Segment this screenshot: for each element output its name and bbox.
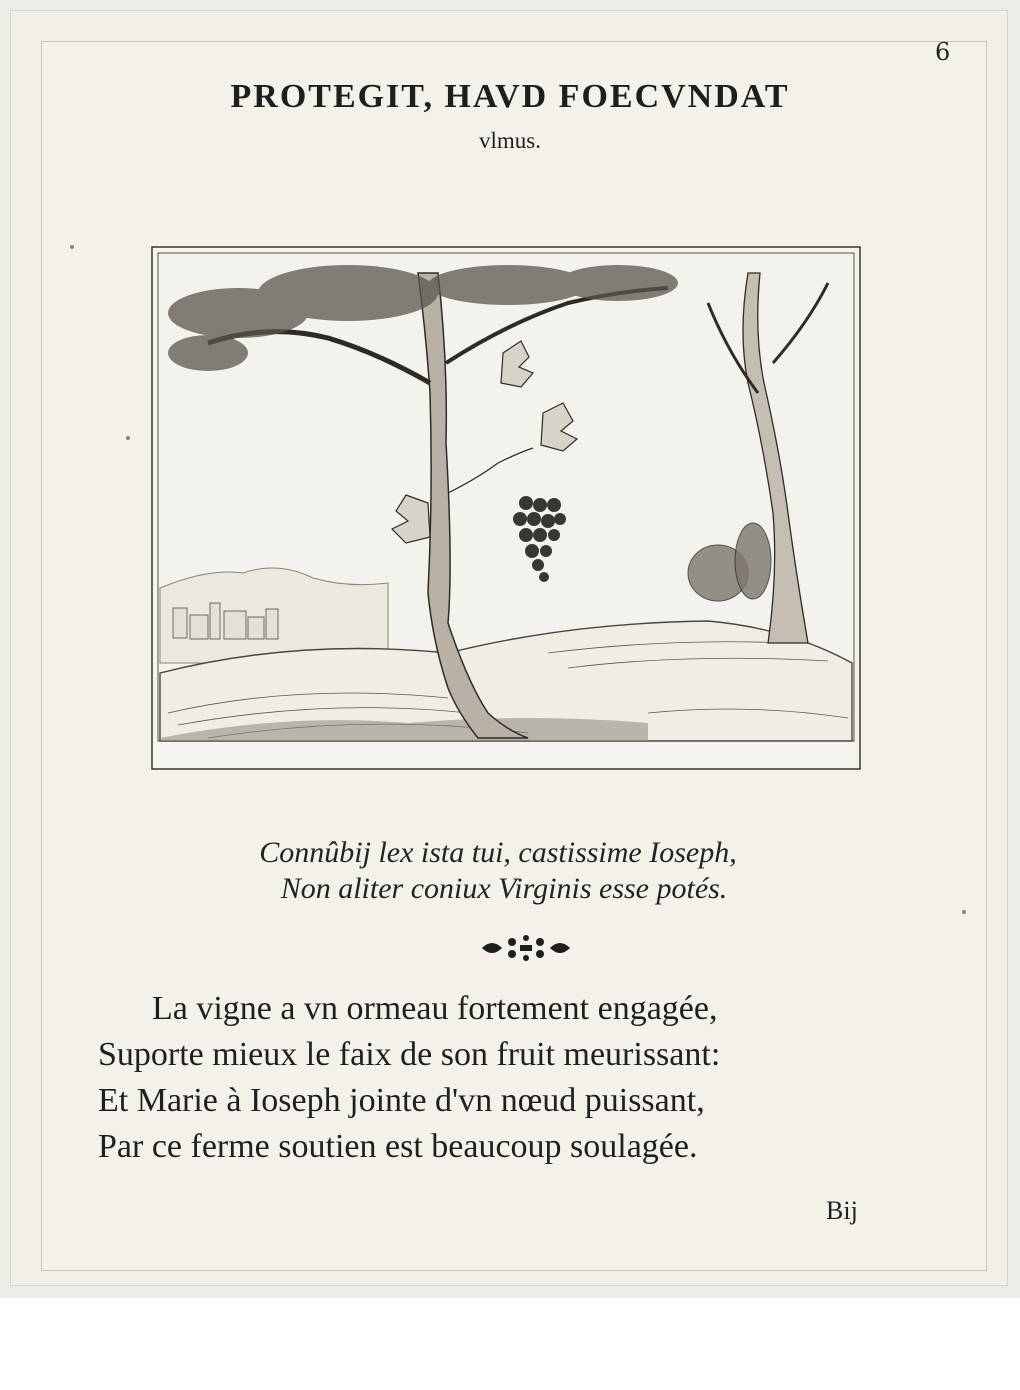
- french-verse-line-1: La vigne a vn ormeau fortement engagée,: [152, 990, 718, 1027]
- latin-verse-line-1: Connûbij lex ista tui, castissime Ioseph,: [259, 836, 737, 869]
- emblem-motto-subtitle: vlmus.: [479, 128, 541, 153]
- page-number: 6: [935, 38, 951, 66]
- french-verse-line-2: Suporte mieux le faix de son fruit meurissant:: [98, 1036, 721, 1073]
- paper-foxing-spot: [126, 436, 130, 440]
- paper-foxing-spot: [70, 245, 74, 249]
- fleuron-ornament: [478, 930, 574, 966]
- paper-foxing-spot: [962, 910, 966, 914]
- signature-mark: Bij: [826, 1196, 858, 1225]
- french-verse-line-4: Par ce ferme soutien est beaucoup soulagée.: [98, 1128, 698, 1165]
- latin-verse-line-2: Non aliter coniux Virginis esse potés.: [280, 872, 728, 905]
- french-verse-line-3: Et Marie à Ioseph jointe d'vn nœud puissant,: [98, 1082, 705, 1119]
- emblem-motto: PROTEGIT, HAVD FOECVNDAT: [230, 78, 790, 115]
- engraving-illustration: [148, 243, 864, 773]
- bottom-margin: [0, 1298, 1020, 1390]
